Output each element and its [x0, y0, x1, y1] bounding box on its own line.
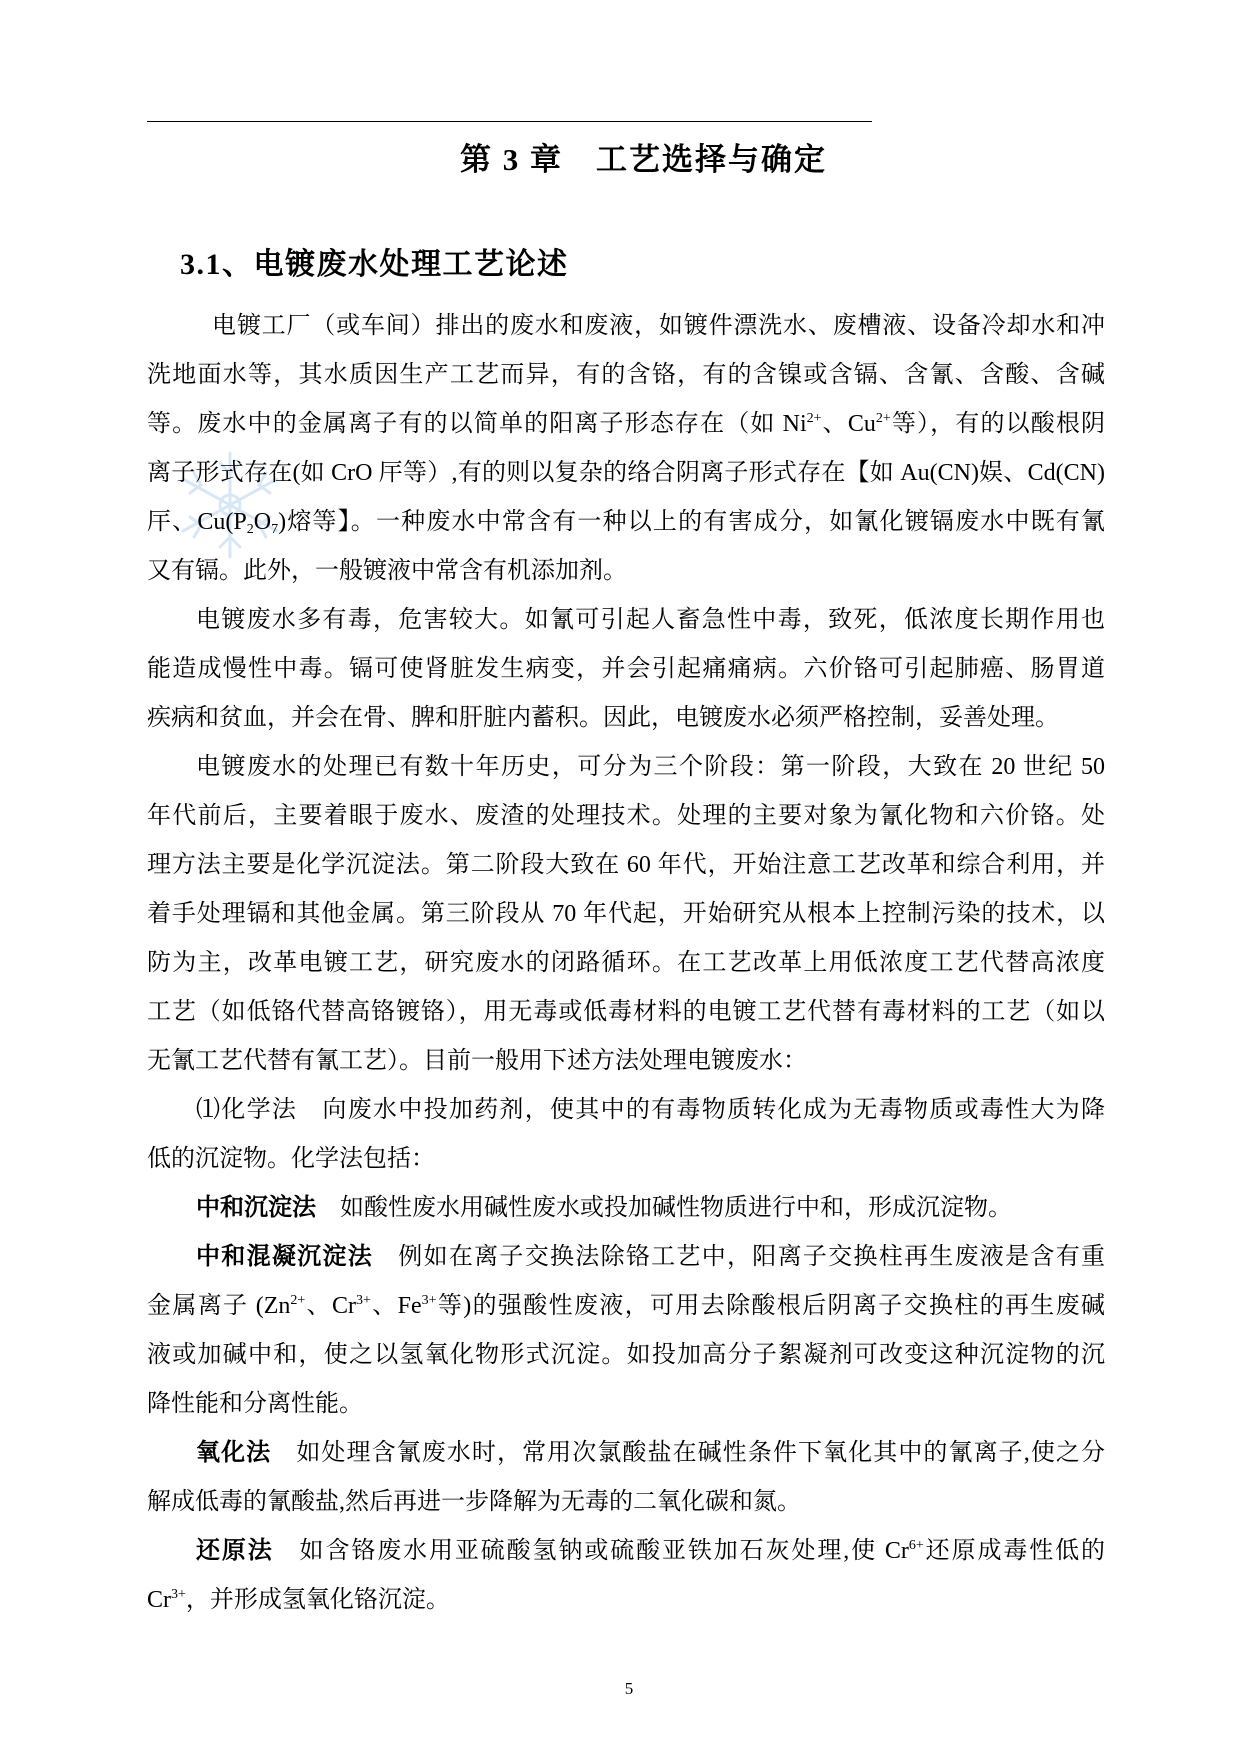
line-text: 金属离子 (Zn	[147, 1293, 291, 1319]
paragraph-line	[147, 743, 1105, 792]
line-text: 能造成慢性中毒。镉可使肾脏发生病变，并会引起痛痛病。六价铬可引起肺癌、肠胃道	[147, 656, 1105, 682]
line-text: O	[253, 509, 272, 535]
line-text: 等。废水中的金属离子有的以简单的阳离子形态存在（如 Ni	[147, 411, 807, 437]
line-text: 如含铬废水用亚硫酸氢钠或硫酸亚铁加石灰处理,使 Cr	[273, 1538, 909, 1564]
page-number: 5	[624, 1679, 634, 1698]
paragraph-line	[147, 1086, 1105, 1135]
method-label: 中和混凝沉淀法	[196, 1244, 373, 1270]
section-heading: 3.1、电镀废水处理工艺论述	[180, 248, 569, 281]
line-text: 防为主，改革电镀工艺，研究废水的闭路循环。在工艺改革上用低浓度工艺代替高浓度	[147, 950, 1105, 976]
header-rule	[147, 121, 872, 122]
paragraph-line	[147, 1478, 1105, 1527]
subscript: 7	[271, 522, 279, 537]
paragraph-line	[147, 596, 1105, 645]
paragraph-line	[147, 1380, 1105, 1429]
paragraph	[147, 1184, 1105, 1233]
superscript: 3+	[171, 1587, 186, 1602]
superscript: 6+	[908, 1538, 924, 1553]
paragraph	[147, 1233, 1105, 1429]
subscript: 2	[246, 522, 254, 537]
paragraph-line	[147, 302, 1105, 351]
superscript: 3+	[356, 1293, 371, 1308]
paragraph-line	[147, 1184, 1105, 1233]
paragraph-line	[147, 890, 1105, 939]
paragraph	[147, 1527, 1105, 1625]
paragraph-line	[147, 498, 1105, 547]
superscript: 2+	[806, 411, 822, 426]
chapter-title: 第 3 章 工艺选择与确定	[460, 142, 827, 177]
line-text: 等），有的以酸根阴	[890, 411, 1105, 437]
line-text: ，并形成氢氧化铬沉淀。	[185, 1587, 450, 1613]
paragraph-line	[147, 547, 1105, 596]
line-text: 低的沉淀物。化学法包括：	[147, 1146, 435, 1172]
line-text: )熔等】。一种废水中常含有一种以上的有害成分，如氰化镀镉废水中既有氰	[278, 509, 1105, 535]
paragraph	[147, 1086, 1105, 1184]
line-text: 电镀废水多有毒，危害较大。如氰可引起人畜急性中毒，致死，低浓度长期作用也	[196, 607, 1105, 633]
line-text: 电镀工厂（或车间）排出的废水和废液，如镀件漂洗水、废槽液、设备冷却水和冲	[212, 313, 1105, 339]
line-text: 降性能和分离性能。	[147, 1391, 363, 1417]
paragraph-line	[147, 351, 1105, 400]
line-text: 液或加碱中和，使之以氢氧化物形式沉淀。如投加高分子絮凝剂可改变这种沉淀物的沉	[147, 1342, 1105, 1368]
line-text: 还原成毒性低的	[923, 1538, 1105, 1564]
paragraph-line	[147, 841, 1105, 890]
line-text: 工艺（如低铬代替高铬镀铬），用无毒或低毒材料的电镀工艺代替有毒材料的工艺（如以	[147, 999, 1105, 1025]
paragraph-line	[147, 1282, 1105, 1331]
method-label: 还原法	[196, 1538, 274, 1564]
line-text: Cr	[147, 1587, 171, 1613]
line-text: 离子形式存在(如 CrO 厈等）,有的则以复杂的络合阴离子形式存在【如 Au(CN)娱、Cd(CN)	[147, 460, 1105, 486]
line-text: 、Cu	[821, 411, 876, 437]
body-text	[147, 302, 1105, 1625]
line-text: 电镀废水的处理已有数十年历史，可分为三个阶段：第一阶段，大致在 20 世纪 50	[196, 754, 1105, 780]
paragraph	[147, 1429, 1105, 1527]
line-text: 等)的强酸性废液，可用去除酸根后阴离子交换柱的再生废碱	[436, 1293, 1105, 1319]
method-label: 中和沉淀法	[196, 1195, 316, 1221]
paragraph	[147, 596, 1105, 743]
line-text: 疾病和贫血，并会在骨、脾和肝脏内蓄积。因此，电镀废水必须严格控制，妥善处理。	[147, 705, 1059, 731]
paragraph-line	[147, 645, 1105, 694]
line-text: 着手处理镉和其他金属。第三阶段从 70 年代起，开始研究从根本上控制污染的技术，以	[147, 901, 1105, 927]
method-label: 氧化法	[196, 1440, 272, 1466]
line-text: 如酸性废水用碱性废水或投加碱性物质进行中和，形成沉淀物。	[316, 1195, 1012, 1221]
line-text: 、Cr	[305, 1293, 357, 1319]
paragraph-line	[147, 1576, 1105, 1625]
line-text: 无氰工艺代替有氰工艺）。目前一般用下述方法处理电镀废水：	[147, 1048, 807, 1074]
paragraph-line	[147, 449, 1105, 498]
line-text: 理方法主要是化学沉淀法。第二阶段大致在 60 年代，开始注意工艺改革和综合利用，并	[147, 852, 1105, 878]
line-text: 厈、Cu(P	[147, 509, 247, 535]
line-text: ⑴化学法 向废水中投加药剂，使其中的有毒物质转化成为无毒物质或毒性大为降	[196, 1097, 1105, 1123]
line-text: 解成低毒的氰酸盐,然后再进一步降解为无毒的二氧化碳和氮。	[147, 1489, 801, 1515]
line-text: 又有镉。此外，一般镀液中常含有机添加剂。	[147, 558, 627, 584]
paragraph-line	[147, 939, 1105, 988]
superscript: 2+	[875, 411, 891, 426]
line-text: 、Fe	[370, 1293, 422, 1319]
paragraph-line	[147, 1135, 1105, 1184]
paragraph-line	[147, 792, 1105, 841]
line-text: 如处理含氰废水时，常用次氯酸盐在碱性条件下氧化其中的氰离子,使之分	[271, 1440, 1105, 1466]
paragraph-line	[147, 694, 1105, 743]
paragraph-line	[147, 1429, 1105, 1478]
line-text: 例如在离子交换法除铬工艺中，阳离子交换柱再生废液是含有重	[373, 1244, 1105, 1270]
superscript: 2+	[290, 1293, 306, 1308]
paragraph	[147, 302, 1105, 596]
paragraph-line	[147, 988, 1105, 1037]
paragraph	[147, 743, 1105, 1086]
paragraph-line	[147, 1527, 1105, 1576]
paragraph-line	[147, 1037, 1105, 1086]
paragraph-line	[147, 1331, 1105, 1380]
line-text: 年代前后，主要着眼于废水、废渣的处理技术。处理的主要对象为氰化物和六价铬。处	[147, 803, 1105, 829]
paragraph-line	[147, 400, 1105, 449]
superscript: 3+	[421, 1293, 437, 1308]
paragraph-line	[147, 1233, 1105, 1282]
line-text: 洗地面水等，其水质因生产工艺而异，有的含铬，有的含镍或含镉、含氰、含酸、含碱	[147, 362, 1105, 388]
